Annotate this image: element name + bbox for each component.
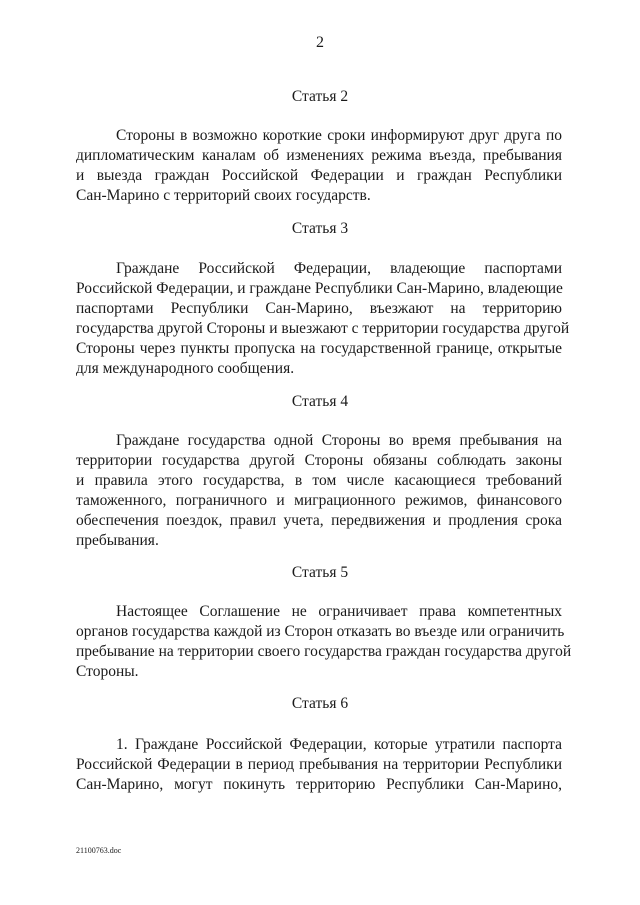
text-line: и правила этого государства, в том числе касающиеся требований — [76, 472, 562, 489]
text-line: 1. Граждане Российской Федерации, которые утратили паспорта — [116, 736, 562, 753]
article-3-body — [76, 259, 570, 379]
text-line: органов государства каждой из Сторон отказать во въезде или ограничить — [76, 623, 565, 640]
text-line: дипломатическим каналам об изменениях режима въезда, пребывания — [76, 147, 562, 164]
text-line: пребывание на территории своего государства граждан государства другой — [76, 643, 572, 660]
text-line: для международного сообщения. — [76, 360, 295, 377]
article-6-body — [76, 735, 562, 795]
text-line: Стороны в возможно короткие сроки информируют друг друга по — [116, 127, 562, 144]
article-2-heading: Статья 2 — [291, 88, 349, 105]
text-line: таможенного, пограничного и миграционного режимов, финансового — [76, 492, 562, 509]
article-6-heading: Статья 6 — [291, 695, 349, 712]
article-4-heading: Статья 4 — [291, 393, 349, 410]
text-line: и выезда граждан Российской Федерации и граждан Республики — [76, 167, 562, 184]
article-4-body — [76, 431, 562, 551]
text-line: Российской Федерации, и граждане Республики Сан-Марино, владеющие — [76, 280, 563, 297]
text-line: Настоящее Соглашение не ограничивает права компетентных — [116, 603, 562, 620]
page-number: 2 — [316, 34, 324, 51]
article-5-heading: Статья 5 — [291, 564, 349, 581]
text-line: паспортами Республики Сан-Марино, въезжают на территорию — [76, 300, 562, 317]
article-5-body — [76, 602, 572, 682]
text-line: Стороны через пункты пропуска на государственной границе, открытые — [76, 340, 562, 357]
text-line: Сан-Марино, могут покинуть территорию Республики Сан-Марино, — [76, 776, 562, 793]
text-line: Стороны. — [76, 663, 139, 680]
text-line: Сан-Марино с территорий своих государств. — [76, 187, 371, 204]
text-line: территории государства другой Стороны обязаны соблюдать законы — [76, 452, 562, 469]
article-3-heading: Статья 3 — [291, 220, 349, 237]
text-line: государства другой Стороны и выезжают с территории государства другой — [76, 320, 570, 337]
document-filename: 21100763.doc — [76, 846, 122, 855]
article-2-body — [76, 126, 562, 206]
text-line: Граждане государства одной Стороны во время пребывания на — [116, 432, 562, 449]
text-line: Граждане Российской Федерации, владеющие паспортами — [116, 260, 562, 277]
text-line: Российской Федерации в период пребывания на территории Республики — [76, 756, 562, 773]
text-line: пребывания. — [76, 532, 159, 549]
text-line: обеспечения поездок, правил учета, передвижения и продления срока — [76, 512, 562, 529]
